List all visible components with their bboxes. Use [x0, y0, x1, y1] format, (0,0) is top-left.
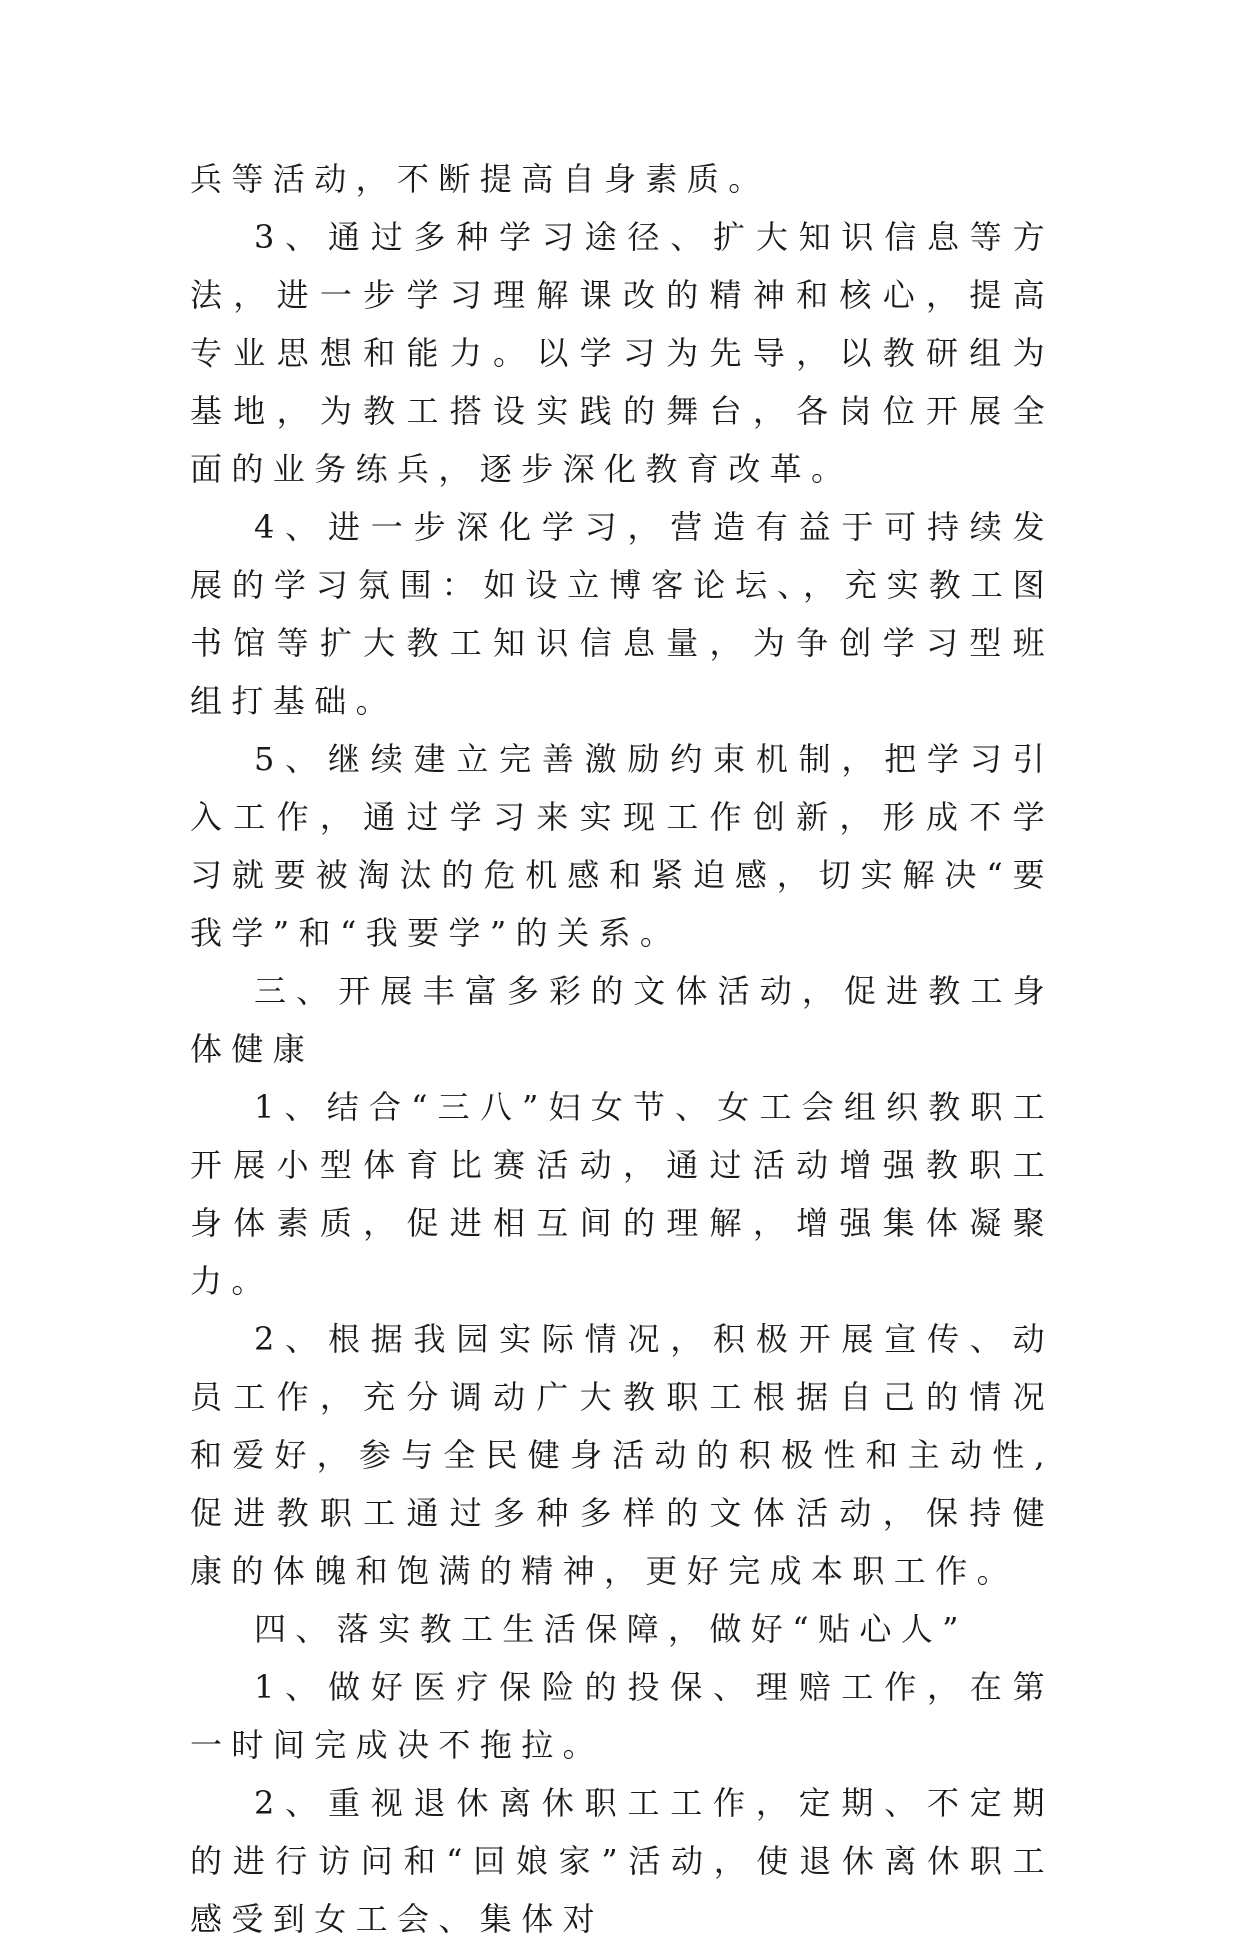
- paragraph: 4、进一步深化学习，营造有益于可持续发展的学习氛围：如设立博客论坛、，充实教工图书馆等扩大教工知识信息量，为争创学习型班组打基础。: [190, 508, 1054, 720]
- section-heading: 三、开展丰富多彩的文体活动，促进教工身体健康: [190, 972, 1054, 1068]
- paragraph: 2、重视退休离休职工工作，定期、不定期的进行访问和“回娘家”活动，使退休离休职工感受到女工会、集体对: [190, 1784, 1054, 1938]
- paragraph: 兵等活动，不断提高自身素质。: [190, 160, 770, 198]
- document-body: [190, 150, 1054, 1948]
- section-heading: 四、落实教工生活保障，做好“贴心人”: [254, 1610, 968, 1648]
- paragraph: 3、通过多种学习途径、扩大知识信息等方法，进一步学习理解课改的精神和核心，提高专业思想和能力。以学习为先导，以教研组为基地，为教工搭设实践的舞台，各岗位开展全面的业务练兵，逐步深化教育改革。: [190, 218, 1054, 488]
- paragraph: 1、结合“三八”妇女节、女工会组织教职工开展小型体育比赛活动，通过活动增强教职工身体素质，促进相互间的理解，增强集体凝聚力。: [190, 1088, 1054, 1300]
- paragraph: 2、根据我园实际情况，积极开展宣传、动员工作，充分调动广大教职工根据自己的情况和爱好，参与全民健身活动的积极性和主动性,促进教职工通过多种多样的文体活动，保持健康的体魄和饱满的精神，更好完成本职工作。: [190, 1320, 1054, 1590]
- paragraph: 5、继续建立完善激励约束机制，把学习引入工作，通过学习来实现工作创新，形成不学习就要被淘汰的危机感和紧迫感，切实解决“要我学”和“我要学”的关系。: [190, 740, 1054, 952]
- paragraph: 1、做好医疗保险的投保、理赔工作，在第一时间完成决不拖拉。: [190, 1668, 1054, 1764]
